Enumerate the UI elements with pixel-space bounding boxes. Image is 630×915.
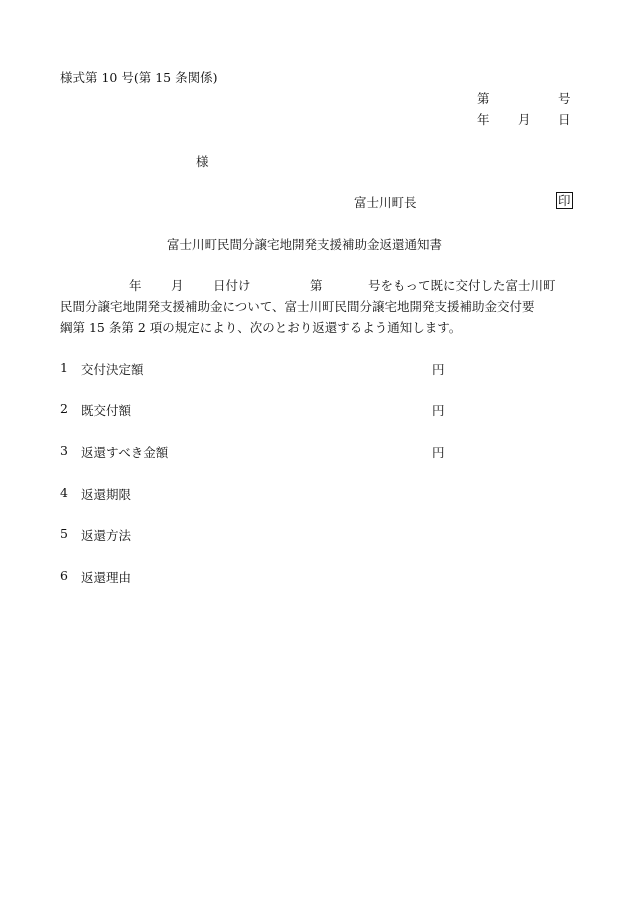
- date-day: 日: [558, 112, 571, 127]
- date-month: 月: [518, 112, 531, 127]
- number-prefix: 第: [477, 91, 490, 106]
- item-unit: 円: [432, 445, 445, 460]
- body-month: 月: [171, 278, 184, 293]
- body-day: 日付け: [213, 278, 251, 293]
- form-label: 様式第 10 号(第 15 条関係): [60, 70, 218, 85]
- sender-title: 富士川町長: [354, 195, 417, 210]
- item-label: 返還すべき金額: [81, 445, 169, 460]
- body-line3: 綱第 15 条第 2 項の規定により、次のとおり返還するよう通知します。: [60, 320, 462, 335]
- addressee-suffix: 様: [196, 154, 209, 169]
- item-label: 既交付額: [81, 403, 132, 418]
- body-line2: 民間分譲宅地開発支援補助金について、富士川町民間分譲宅地開発支援補助金交付要: [60, 299, 535, 314]
- body-year: 年: [129, 278, 142, 293]
- item-label: 返還方法: [81, 528, 132, 543]
- item-unit: 円: [432, 362, 445, 377]
- body-line1-rest: 号をもって既に交付した富士川町: [368, 278, 556, 293]
- item-label: 返還理由: [81, 570, 132, 585]
- item-number: 4: [60, 485, 68, 500]
- seal-mark: [556, 192, 573, 209]
- seal-stamp: 印: [558, 193, 571, 208]
- document-title: 富士川町民間分譲宅地開発支援補助金返還通知書: [167, 237, 443, 252]
- body-no: 第: [310, 278, 323, 293]
- item-label: 交付決定額: [81, 362, 144, 377]
- item-number: 6: [60, 568, 68, 583]
- item-number: 1: [60, 360, 68, 375]
- item-label: 返還期限: [81, 487, 132, 502]
- number-suffix: 号: [558, 91, 571, 106]
- date-year: 年: [477, 112, 490, 127]
- item-number: 2: [60, 401, 68, 416]
- item-unit: 円: [432, 403, 445, 418]
- item-number: 3: [60, 443, 68, 458]
- item-number: 5: [60, 526, 68, 541]
